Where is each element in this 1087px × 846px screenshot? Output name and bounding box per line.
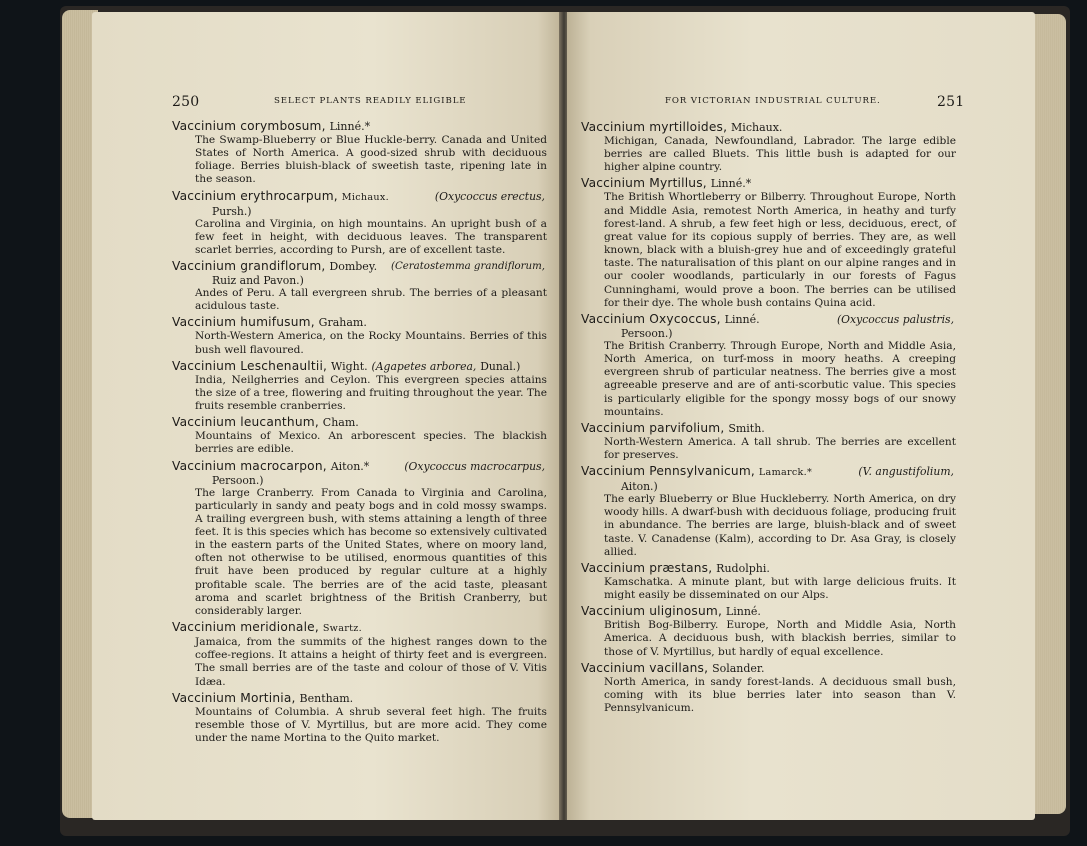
species-synonym: (Ceratostemma grandiflorum, [390, 261, 545, 273]
species-name: Vaccinium parvifolium, [581, 420, 725, 435]
species-synonym: (Oxycoccus macrocarpus, [404, 459, 545, 473]
species-name: Vaccinium erythrocarpum, [172, 188, 338, 203]
entry [172, 259, 547, 313]
species-authority: Cham. [322, 416, 359, 430]
species-name: Vaccinium Mortinia, [172, 690, 296, 705]
species-name: Vaccinium humifusum, [172, 315, 315, 330]
species-name: Vaccinium Myrtillus, [581, 176, 707, 191]
entry-text: Carolina and Virginia, on high mountains. An upright bush of a few feet in height, with deciduous leaves. The transparent scarlet berries, according to Pursh, are of excellent taste. [195, 217, 547, 256]
entry-text: The British Cranberry. Through Europe, North and Middle Asia, North America, on turf-moss in moory heaths. A creeping evergreen shrub of particular neatness. The berries give a most agreeable preserve and are of anti-scorbutic value. This species is particularly eligible for the spongy mossy bogs of our snowy mountains. [604, 339, 956, 418]
entry-text: Michigan, Canada, Newfoundland, Labrador. The large edible berries are called Bluets. This little bush is adapted for our higher alpine country. [604, 135, 956, 174]
entry [581, 464, 956, 559]
entry [172, 119, 547, 187]
species-authority: Smith. [728, 421, 765, 435]
page-number: 250 [172, 94, 200, 110]
species-authority: Graham. [318, 316, 367, 330]
entry [581, 604, 956, 658]
left-page-header [172, 94, 547, 110]
entry [172, 189, 547, 257]
species-synonym: (Oxycoccus erectus, [434, 189, 545, 203]
species-authority: Bentham. [299, 691, 354, 705]
species-authority: Linné. [725, 605, 761, 619]
species-name: Vaccinium corymbosum, [172, 119, 326, 133]
entry [581, 661, 956, 715]
entry-text: The large Cranberry. From Canada to Virginia and Carolina, particularly in sandy and peaty bogs and in cold mossy swamps. A trailing evergreen bush, with stems attaining a length of three feet. It is this species which has become so extensively cultivated in the eastern parts of the United States, where on moory land, often not otherwise to be utilised, enormous quantities of this fruit have been produced by regular culture at a highly profitable scale. The berries are of the acid taste, pleasant aroma and scarlet brightness of the British Cranberry, but considerably larger. [195, 486, 547, 617]
entry [172, 359, 547, 413]
synonym-authority: Dunal.) [480, 359, 521, 373]
species-authority: Linné.* [710, 177, 752, 191]
species-name: Vaccinium præstans, [581, 560, 713, 575]
entry [581, 561, 956, 602]
right-page-content [581, 120, 956, 717]
entry-text: North-Western America, on the Rocky Mountains. Berries of this bush well flavoured. [195, 330, 547, 356]
species-synonym: (V. angustifolium, [858, 465, 954, 479]
species-name: Vaccinium vacillans, [581, 660, 709, 675]
synonym-authority: Aiton.) [621, 480, 658, 494]
species-name: Vaccinium myrtilloides, [581, 120, 728, 134]
species-name: Vaccinium Pennsylvanicum, [581, 464, 755, 479]
species-synonym: (Agapetes arborea, [371, 359, 477, 373]
species-name: Vaccinium meridionale, [172, 620, 319, 635]
left-page-content [172, 119, 547, 747]
species-synonym: (Oxycoccus palustris, [836, 312, 954, 326]
entry-text: The British Whortleberry or Bilberry. Throughout Europe, North and Middle Asia, remotest North America, in heathy and turfy forest-land. A shrub, a few feet high or less, deciduous, erect, of great value for its copious supply of berries. They are, as well known, black with a bluish-grey hue and of exceedingly grateful taste. The naturalisation of this plant on our alpine ranges and in our cooler woodlands, particularly in our forests of Fagus Cunninghami, would prove a boon. The berries can be utilised for their dye. The whole bush contains Quina acid. [604, 191, 956, 309]
entry-text: North America, in sandy forest-lands. A deciduous small bush, coming with its blue berries later into season than V. Pennsylvanicum. [604, 675, 956, 714]
entry [172, 415, 547, 456]
entry [172, 315, 547, 356]
entry [581, 120, 956, 174]
species-authority: Linné.* [329, 120, 371, 133]
entry [172, 459, 547, 619]
entry-text: Mountains of Columbia. A shrub several feet high. The fruits resemble those of V. Myrtillus, but are more acid. They come under the name Mortina to the Quito market. [195, 705, 547, 744]
page-number: 251 [937, 94, 965, 110]
species-authority: Michaux. [341, 191, 389, 203]
entry-text: Kamschatka. A minute plant, but with large delicious fruits. It might easily be disseminated on our Alps. [604, 575, 956, 602]
species-authority: Solander. [712, 661, 765, 675]
species-name: Vaccinium Oxycoccus, [581, 311, 721, 326]
synonym-authority: Pursh.) [212, 204, 252, 218]
right-page [567, 12, 1035, 820]
synonym-authority: Persoon.) [621, 326, 673, 340]
entry-text: North-Western America. A tall shrub. The berries are excellent for preserves. [604, 435, 956, 461]
species-authority: Aiton.* [330, 459, 370, 473]
synonym-authority: Ruiz and Pavon.) [212, 274, 304, 288]
species-name: Vaccinium leucanthum, [172, 415, 319, 430]
species-name: Vaccinium uliginosum, [581, 604, 723, 619]
entry-text: Jamaica, from the summits of the highest ranges down to the coffee-regions. It attains a height of thirty feet and is evergreen. The small berries are of the taste and colour of those of V. Vitis Idæa. [195, 636, 547, 688]
running-head: SELECT PLANTS READILY ELIGIBLE [274, 96, 467, 106]
entry-text: The early Blueberry or Blue Huckleberry. North America, on dry woody hills. A dwarf-bush with deciduous foliage, producing fruit in abundance. The berries are large, bluish-black and of sweet taste. V. Canadense (Kalm), according to Dr. Asa Gray, is closely allied. [604, 493, 956, 558]
entry-text: Mountains of Mexico. An arborescent species. The blackish berries are edible. [195, 430, 547, 456]
entry-text: The Swamp-Blueberry or Blue Huckle-berry. Canada and United States of North America. A good-sized shrub with deciduous foliage. Berries bluish-black of sweetish taste, ripening late in the season. [195, 134, 547, 186]
right-page-edges [1032, 14, 1066, 814]
species-authority: Michaux. [731, 121, 783, 134]
entry [581, 176, 956, 309]
entry [172, 620, 547, 689]
species-authority: Lamarck.* [758, 467, 813, 479]
entry [581, 421, 956, 462]
entry [172, 691, 547, 745]
species-name: Vaccinium grandiflorum, [172, 259, 326, 274]
species-authority: Swartz. [322, 623, 362, 635]
species-authority: Dombey. [329, 260, 378, 274]
species-authority: Rudolphi. [716, 561, 770, 575]
left-page [92, 12, 561, 820]
species-name: Vaccinium Leschenaultii, [172, 358, 328, 373]
running-head: FOR VICTORIAN INDUSTRIAL CULTURE. [665, 96, 881, 106]
entry-text: India, Neilgherries and Ceylon. This evergreen species attains the size of a tree, flowering and fruiting throughout the year. The fruits resemble cranberries. [195, 373, 547, 413]
entry-text: Andes of Peru. A tall evergreen shrub. The berries of a pleasant acidulous taste. [195, 287, 547, 313]
species-name: Vaccinium macrocarpon, [172, 458, 327, 473]
entry [581, 312, 956, 419]
entry-text: British Bog-Bilberry. Europe, North and Middle Asia, North America. A deciduous bush, with blackish berries, similar to those of V. Myrtillus, but hardly of equal excellence. [604, 619, 956, 658]
species-authority: Linné. [724, 312, 760, 326]
species-authority: Wight. [330, 359, 368, 373]
synonym-authority: Persoon.) [212, 473, 264, 487]
